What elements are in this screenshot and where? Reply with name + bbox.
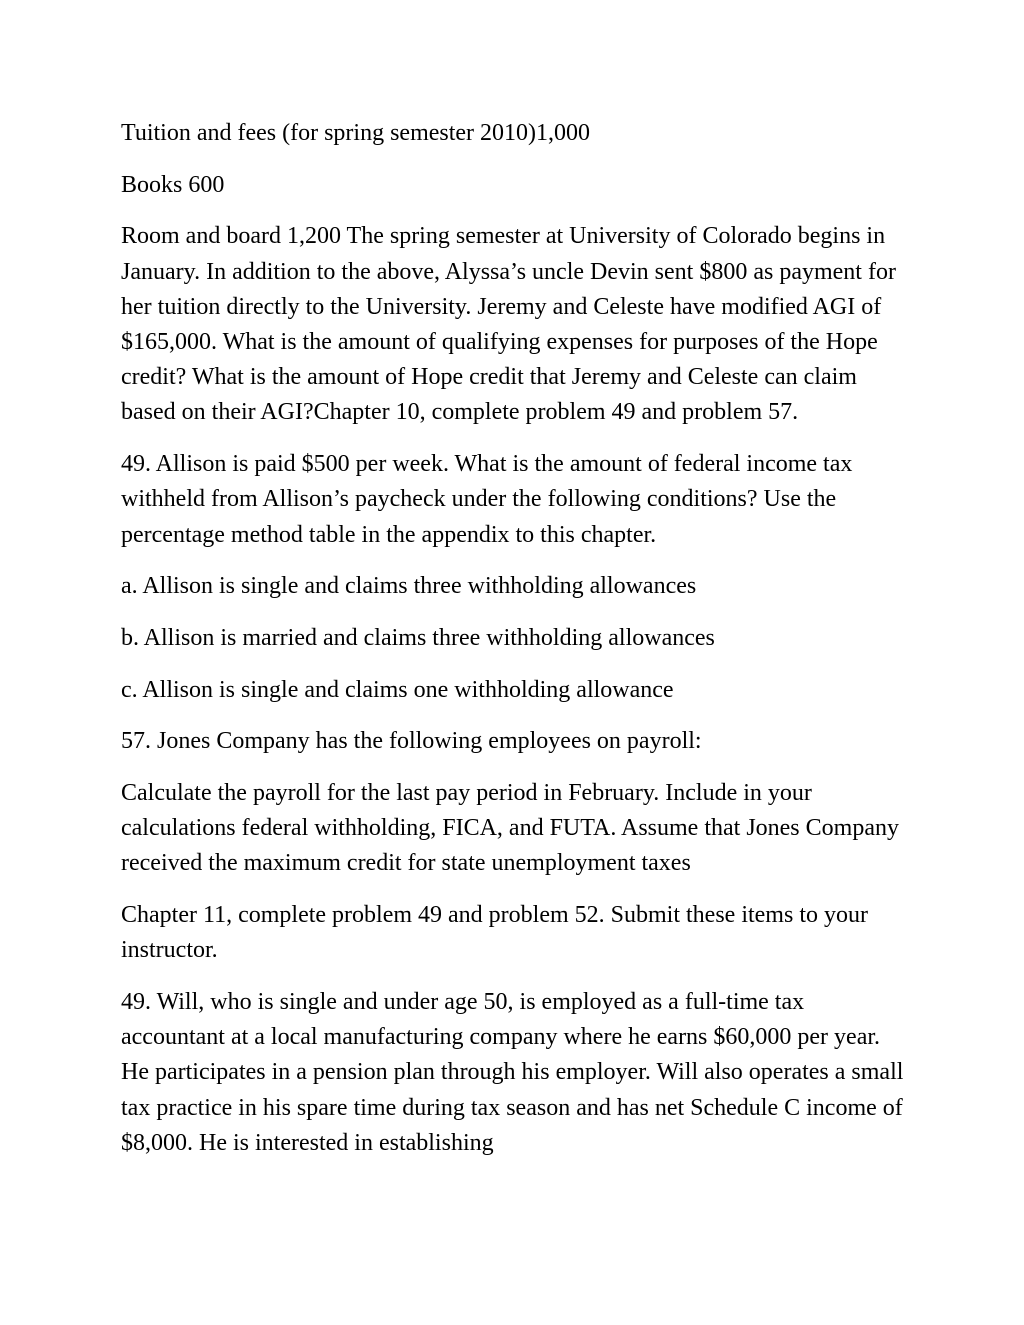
paragraph-problem-49-will: 49. Will, who is single and under age 50, is employed as a full-time tax accountant at a local manufacturing company where he earns $60,000 per year. He participates in a pension plan through his employer. Will also operates a small tax practice in his spare time during tax season and has net Schedule C income of $8,000. He is interested in establishing — [121, 989, 904, 1156]
paragraph-calculate-payroll: Calculate the payroll for the last pay period in February. Include in your calculations federal withholding, FICA, and FUTA. Assume that Jones Company received the maximum credit for state unemployment taxes — [121, 780, 899, 877]
paragraph-tuition-fees: Tuition and fees (for spring semester 2010)1,000 — [121, 120, 591, 146]
paragraph-problem-49-allison: 49. Allison is paid $500 per week. What is the amount of federal income tax withheld from Allison’s paycheck under the following conditions? Use the percentage method table in the appendix to this chapter. — [121, 451, 853, 548]
paragraph-problem-57-jones: 57. Jones Company has the following employees on payroll: — [121, 728, 702, 755]
paragraph-chapter-11: Chapter 11, complete problem 49 and problem 52. Submit these items to your instructor. — [121, 902, 868, 964]
paragraph-room-board: Room and board 1,200 The spring semester at University of Colorado begins in January. In addition to the above, Alyssa’s uncle Devin sent $800 as payment for her tuition directly to the University. Jeremy and Celeste have modified AGI of $165,000. What is the amount of qualifying expenses for purposes of the Hope credit? What is the amount of Hope credit that Jeremy and Celeste can claim based on their AGI?Chapter 10, complete problem 49 and problem 57. — [121, 223, 896, 426]
paragraph-condition-c: c. Allison is single and claims one withholding allowance — [121, 676, 674, 703]
paragraph-condition-b: b. Allison is married and claims three withholding allowances — [121, 624, 715, 651]
document-body — [121, 116, 911, 1178]
paragraph-condition-a: a. Allison is single and claims three withholding allowances — [121, 573, 697, 600]
paragraph-books: Books 600 — [121, 171, 225, 198]
